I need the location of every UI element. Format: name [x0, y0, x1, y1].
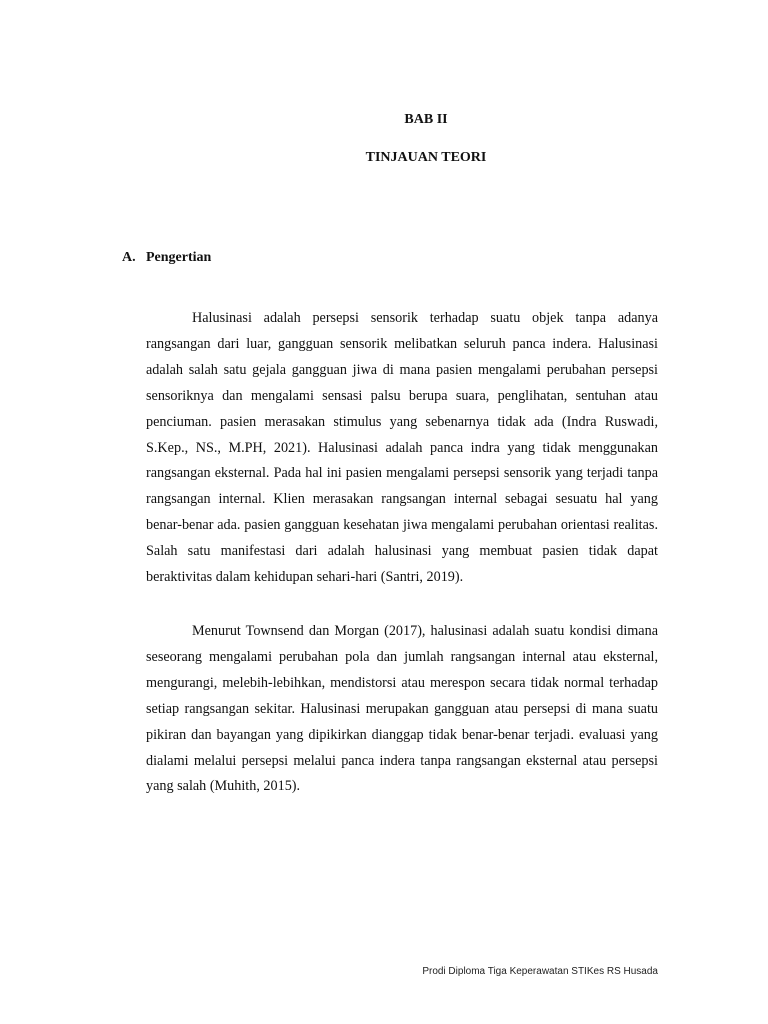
chapter-number: BAB II [404, 112, 448, 127]
section-letter: A. [122, 250, 136, 265]
section-title: Pengertian [146, 250, 212, 265]
paragraph-townsend-morgan: Menurut Townsend dan Morgan (2017), halusinasi adalah suatu kondisi dimana seseorang mengalami perubahan pola dan jumlah rangsangan internal atau eksternal, mengurangi, melebih-lebihkan, mendistorsi atau merespon secara tidak normal terhadap setiap rangsangan sekitar. Halusinasi merupakan gangguan atau persepsi di mana suatu pikiran dan bayangan yang dipikirkan dianggap tidak benar-benar terjadi. evaluasi yang dialami melalui persepsi melalui panca indera tanpa rangsangan eksternal atau persepsi yang salah (Muhith, 2015). [146, 623, 658, 795]
section-heading [122, 250, 211, 266]
paragraph-definition: Halusinasi adalah persepsi sensorik terhadap suatu objek tanpa adanya rangsangan dari luar, gangguan sensorik melibatkan seluruh panca indera. Halusinasi adalah salah satu gejala gangguan jiwa di mana pasien mengalami perubahan persepsi sensoriknya dan mengalami sensasi palsu berupa suara, penglihatan, sentuhan atau penciuman. pasien merasakan stimulus yang sebenarnya tidak ada (Indra Ruswadi, S.Kep., NS., M.PH, 2021). Halusinasi adalah panca indra yang tidak menggunakan rangsangan eksternal. Pada hal ini pasien mengalami persepsi sensorik yang terjadi tanpa rangsangan internal. Klien merasakan rangsangan internal sebagai sesuatu hal yang benar-benar ada. pasien gangguan kesehatan jiwa mengalami perubahan orientasi realitas. Salah satu manifestasi dari adalah halusinasi yang membuat pasien tidak dapat beraktivitas dalam kehidupan sehari-hari (Santri, 2019). [146, 310, 658, 586]
chapter-title: TINJAUAN TEORI [365, 150, 487, 165]
page-footer: Prodi Diploma Tiga Keperawatan STIKes RS Husada [422, 966, 658, 977]
